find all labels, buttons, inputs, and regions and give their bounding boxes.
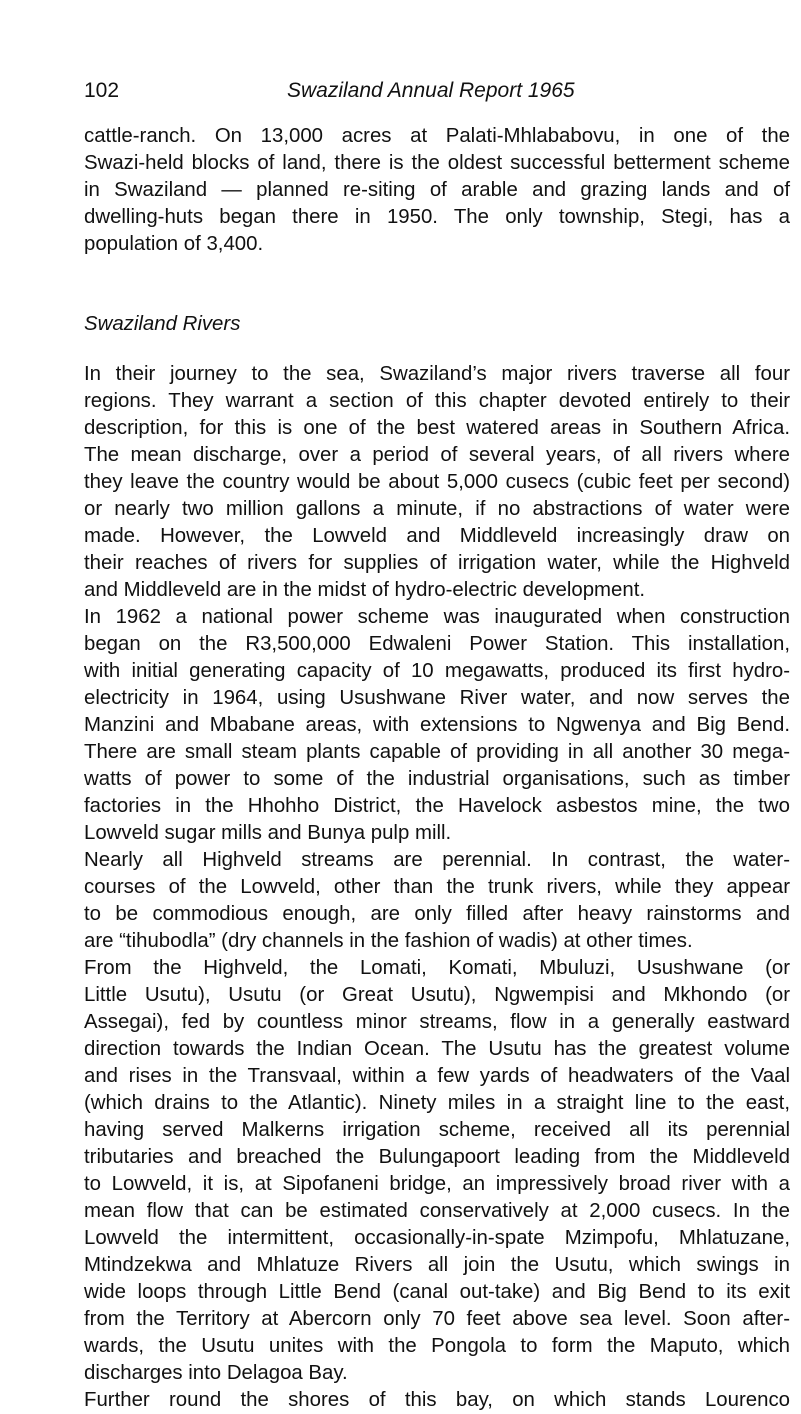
- paragraph-streams: [84, 847, 790, 955]
- paragraph-rivers-overview: [84, 361, 790, 604]
- paragraph-intro: [84, 123, 790, 258]
- text-line: In their journey to the sea, Swaziland’s major rivers traverse all four: [84, 363, 790, 385]
- paragraph-power-scheme: [84, 604, 790, 847]
- text-line: Manzini and Mbabane areas, with extensions to Ngwenya and Big Bend.: [84, 714, 790, 736]
- text-line: population of 3,400.: [84, 233, 264, 255]
- text-line: Assegai), fed by countless minor streams, flow in a generally eastward: [84, 1011, 790, 1033]
- text-line: made. However, the Lowveld and Middleveld increasingly draw on: [84, 525, 790, 547]
- text-line: direction towards the Indian Ocean. The Usutu has the greatest volume: [84, 1038, 790, 1060]
- text-line: Lowveld sugar mills and Bunya pulp mill.: [84, 822, 452, 844]
- text-line: mean flow that can be estimated conservatively at 2,000 cusecs. In the: [84, 1200, 790, 1222]
- text-line: regions. They warrant a section of this chapter devoted entirely to their: [84, 390, 790, 412]
- text-line: and rises in the Transvaal, within a few yards of headwaters of the Vaal: [84, 1065, 790, 1087]
- text-line: are “tihubodla” (dry channels in the fashion of wadis) at other times.: [84, 930, 693, 952]
- paragraph-lourenco: [84, 1387, 790, 1414]
- text-line: description, for this is one of the best watered areas in Southern Africa.: [84, 417, 790, 439]
- text-line: discharges into Delagoa Bay.: [84, 1362, 348, 1384]
- text-line: to be commodious enough, are only filled after heavy rainstorms and: [84, 903, 790, 925]
- running-title: Swaziland Annual Report 1965: [287, 79, 575, 102]
- text-line: factories in the Hhohho District, the Havelock asbestos mine, the two: [84, 795, 790, 817]
- text-line: electricity in 1964, using Usushwane River water, and now serves the: [84, 687, 790, 709]
- body-text: [84, 123, 790, 1414]
- text-line: with initial generating capacity of 10 megawatts, produced its first hydro-: [84, 660, 790, 682]
- text-line: watts of power to some of the industrial organisations, such as timber: [84, 768, 790, 790]
- text-line: they leave the country would be about 5,000 cusecs (cubic feet per second): [84, 471, 790, 493]
- paragraph-highveld-rivers: [84, 955, 790, 1387]
- text-line: Lowveld the intermittent, occasionally-in-spate Mzimpofu, Mhlatuzane,: [84, 1227, 790, 1249]
- text-line: began on the R3,500,000 Edwaleni Power Station. This installation,: [84, 633, 790, 655]
- text-line: having served Malkerns irrigation scheme, received all its perennial: [84, 1119, 790, 1141]
- text-line: wards, the Usutu unites with the Pongola to form the Maputo, which: [84, 1335, 790, 1357]
- text-line: to Lowveld, it is, at Sipofaneni bridge, an impressively broad river with a: [84, 1173, 790, 1195]
- page-header: [84, 76, 604, 106]
- text-line: tributaries and breached the Bulungapoort leading from the Middleveld: [84, 1146, 790, 1168]
- text-line: Little Usutu), Usutu (or Great Usutu), Ngwempisi and Mkhondo (or: [84, 984, 790, 1006]
- text-line: cattle-ranch. On 13,000 acres at Palati-Mhlababovu, in one of the: [84, 125, 790, 147]
- text-line: (which drains to the Atlantic). Ninety miles in a straight line to the east,: [84, 1092, 790, 1114]
- text-line: Further round the shores of this bay, on which stands Lourenco: [84, 1389, 790, 1411]
- section-heading: Swaziland Rivers: [84, 313, 241, 335]
- text-line: There are small steam plants capable of providing in all another 30 mega-: [84, 741, 790, 763]
- text-line: Mtindzekwa and Mhlatuze Rivers all join the Usutu, which swings in: [84, 1254, 790, 1276]
- text-line: wide loops through Little Bend (canal out-take) and Big Bend to its exit: [84, 1281, 790, 1303]
- text-line: and Middleveld are in the midst of hydro-electric development.: [84, 579, 646, 601]
- text-line: Swazi-held blocks of land, there is the oldest successful betterment scheme: [84, 152, 790, 174]
- text-line: Nearly all Highveld streams are perennial. In contrast, the water-: [84, 849, 790, 871]
- text-line: in Swaziland — planned re-siting of arable and grazing lands and of: [84, 179, 790, 201]
- text-line: In 1962 a national power scheme was inaugurated when construction: [84, 606, 790, 628]
- text-line: courses of the Lowveld, other than the trunk rivers, while they appear: [84, 876, 790, 898]
- page-number: 102: [84, 79, 120, 102]
- text-line: The mean discharge, over a period of several years, of all rivers where: [84, 444, 790, 466]
- text-line: their reaches of rivers for supplies of irrigation water, while the Highveld: [84, 552, 790, 574]
- text-line: or nearly two million gallons a minute, if no abstractions of water were: [84, 498, 790, 520]
- text-line: from the Territory at Abercorn only 70 feet above sea level. Soon after-: [84, 1308, 790, 1330]
- text-line: dwelling-huts began there in 1950. The only township, Stegi, has a: [84, 206, 790, 228]
- text-line: From the Highveld, the Lomati, Komati, Mbuluzi, Usushwane (or: [84, 957, 790, 979]
